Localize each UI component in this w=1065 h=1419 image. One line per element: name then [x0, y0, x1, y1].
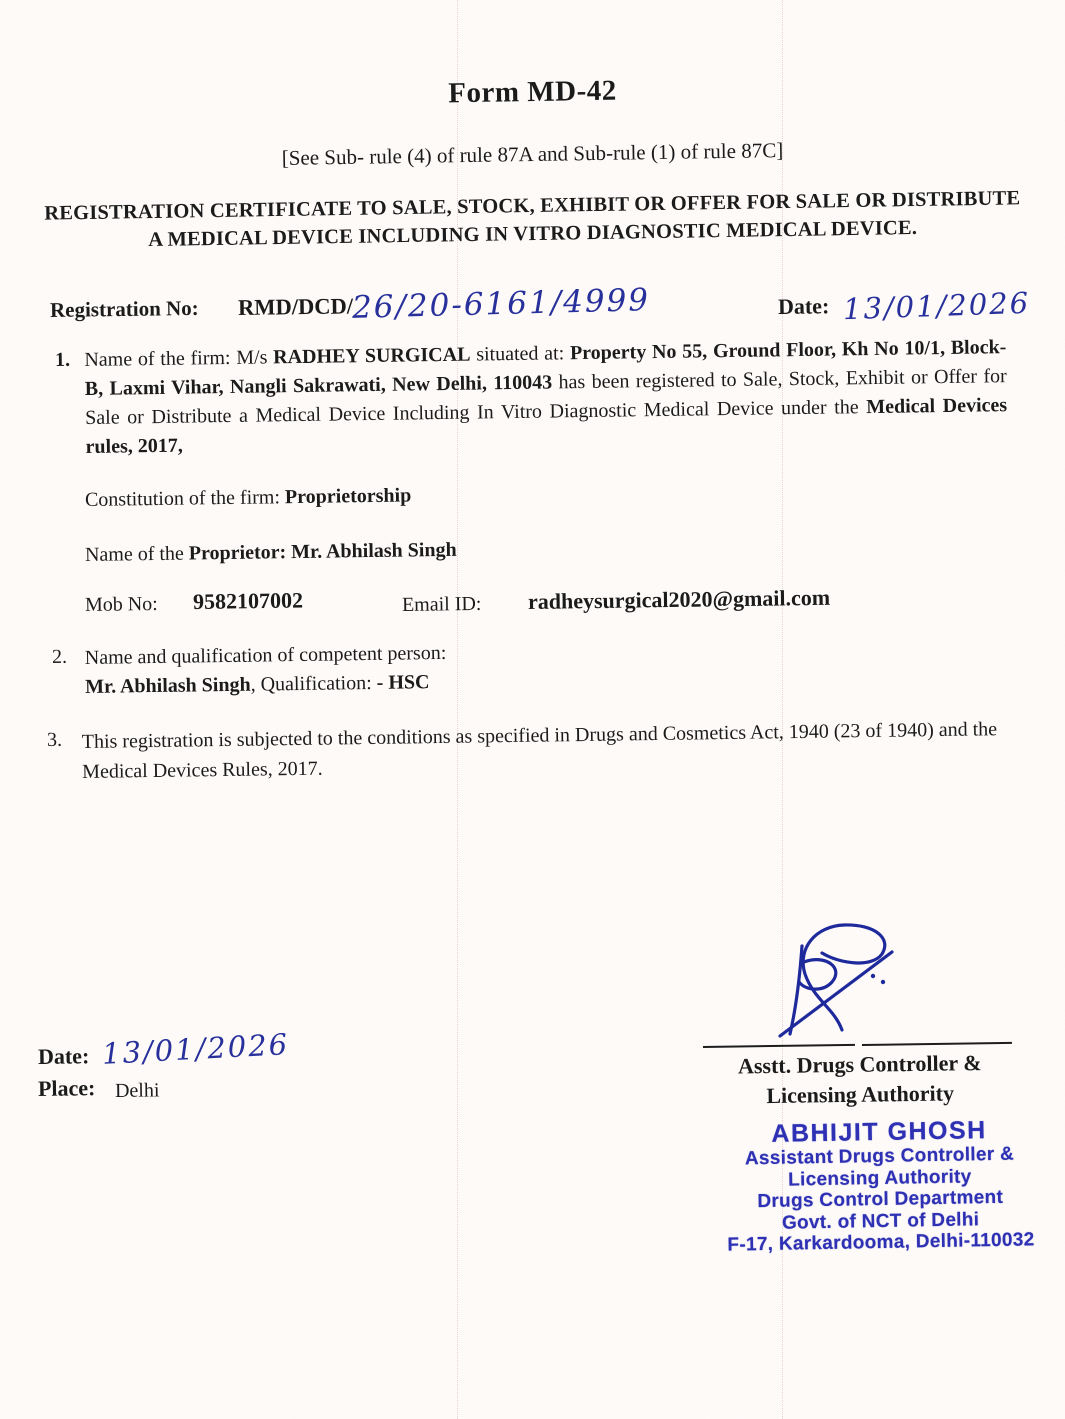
authority-line1: Asstt. Drugs Controller &	[737, 1050, 982, 1079]
registration-row	[0, 282, 1065, 336]
item1-number: 1.	[54, 348, 71, 371]
stamp-line4: Drugs Control Department	[757, 1186, 1004, 1213]
stamp-line5: Govt. of NCT of Delhi	[781, 1208, 980, 1234]
item2-line1: Name and qualification of competent person:	[84, 641, 447, 670]
signature-ink	[742, 912, 922, 1052]
form-title: Form MD-42	[448, 74, 617, 110]
mob-value: 9582107002	[192, 587, 304, 614]
stamp-officer-name: ABHIJIT GHOSH	[771, 1116, 987, 1148]
authority-designation	[700, 1048, 1021, 1112]
firm-address: Property No 55, Ground Floor, Kh No 10/1, Block-B, Laxmi Vihar, Nangli Sakrawati, New Delhi, 110043	[84, 336, 1007, 401]
footer-date-label: Date:	[37, 1043, 90, 1069]
firm-label: Name of the firm: M/s	[84, 346, 268, 372]
firm-name: RADHEY SURGICAL	[273, 343, 471, 369]
proprietor-line	[85, 536, 457, 570]
proprietor-value: Proprietor: Mr. Abhilash Singh	[188, 538, 457, 565]
proprietor-label: Name of the	[84, 542, 184, 566]
item2-number: 2.	[51, 645, 68, 668]
stamp-line2: Assistant Drugs Controller &	[744, 1143, 1015, 1170]
qualification-value: - HSC	[376, 671, 430, 694]
office-stamp	[699, 1115, 1061, 1257]
item3-paragraph: This registration is subjected to the conditions as specified in Drugs and Cosmetics Act, 1940 (23 of 1940) and the Medical Devices Rules, 2017.	[81, 718, 998, 783]
footer-place-value: Delhi	[114, 1079, 160, 1102]
date-handwritten: 13/01/2026	[842, 285, 1031, 327]
registration-no-handwritten: 26/20-6161/4999	[351, 282, 651, 326]
registration-no-prefix: RMD/DCD/	[237, 293, 354, 320]
registration-no-label: Registration No:	[49, 295, 199, 322]
footer-place-label: Place:	[37, 1075, 96, 1101]
item1-paragraph	[84, 333, 1008, 462]
certificate-heading-line2: A MEDICAL DEVICE INCLUDING IN VITRO DIAGNOSTIC MEDICAL DEVICE.	[148, 216, 918, 252]
date-label: Date:	[777, 293, 830, 319]
certificate-heading	[0, 184, 1065, 257]
certificate-heading-line1: REGISTRATION CERTIFICATE TO SALE, STOCK, EXHIBIT OR OFFER FOR SALE OR DISTRIBUTE	[44, 187, 1021, 225]
stamp-line6: F-17, Karkardooma, Delhi-110032	[727, 1229, 1035, 1256]
mob-label: Mob No:	[84, 592, 158, 616]
constitution-value: Proprietorship	[284, 484, 412, 509]
item2-paragraph	[85, 631, 1006, 702]
qualification-label: , Qualification:	[250, 671, 372, 696]
rules-reference-bold: Medical Devices rules, 2017,	[85, 394, 1008, 458]
email-value: radheysurgical2020@gmail.com	[527, 584, 831, 614]
contact-row	[0, 584, 1065, 627]
constitution-label: Constitution of the firm:	[84, 486, 281, 511]
email-label: Email ID:	[401, 592, 482, 616]
item3-number: 3.	[46, 728, 63, 751]
stamp-line3: Licensing Authority	[787, 1165, 972, 1191]
registered-text: has been registered to Sale, Stock, Exhibit or Offer for Sale or Distribute a Medical Device Including In Vitro Diagnostic Medical Device under the	[85, 365, 1007, 429]
authority-line2: Licensing Authority	[766, 1080, 955, 1109]
footer-date-handwritten: 13/01/2026	[101, 1027, 290, 1071]
situated-label: situated at:	[476, 342, 565, 366]
constitution-line	[85, 481, 412, 515]
competent-person-name: Mr. Abhilash Singh	[85, 673, 251, 698]
rule-reference: [See Sub- rule (4) of rule 87A and Sub-rule (1) of rule 87C]	[281, 138, 784, 170]
